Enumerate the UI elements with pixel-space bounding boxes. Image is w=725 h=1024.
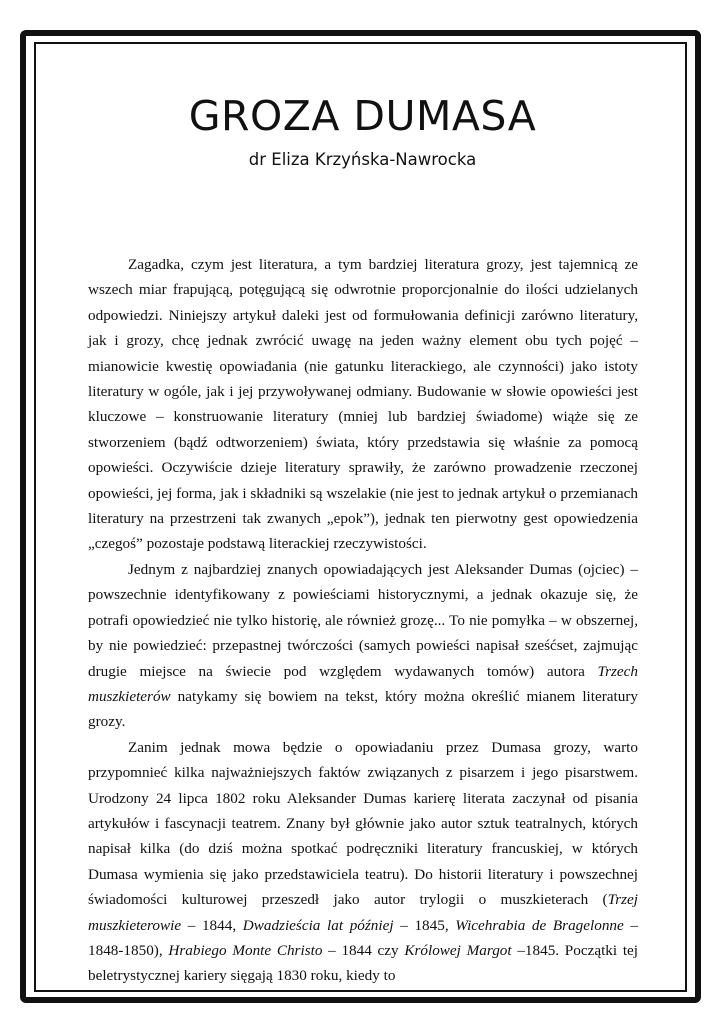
book-title-italic: Królowej Margot (404, 941, 512, 959)
paragraph-3-text: – 1844 czy (322, 941, 405, 959)
paragraph-1 (88, 252, 638, 557)
book-title-italic: Wicehrabia de Bragelonne (455, 916, 624, 934)
book-title-italic: Hrabiego Monte Christo (168, 941, 323, 959)
document-author: dr Eliza Krzyńska-Nawrocka (248, 150, 477, 169)
paragraph-2 (88, 557, 638, 735)
book-title-italic: Trzech muszkieterów (88, 662, 638, 705)
document-body (88, 252, 638, 989)
paragraph-3-text: – 1845, (393, 916, 456, 934)
document-title: GROZA DUMASA (188, 92, 537, 140)
book-title-italic: Trzej muszkieterowie (88, 891, 638, 934)
paragraph-1-text: Zagadka, czym jest literatura, a tym bardziej literatura grozy, jest tajemnicą ze wszech miar frapującą, potęgującą się odwrotnie proporcjonalnie do ilości udzielanych odpowiedzi. Niniejszy artykuł daleki jest od formułowania definicji zarówno literatury, jak i grozy, chcę jednak zwrócić uwagę na jeden ważny element obu tych pojęć – mianowicie kwestię opowiadania (nie gatunku literackiego, ale czynności) jako istoty literatury w ogóle, jak i jej przywoływanej odmiany. Budowanie w słowie opowieści jest kluczowe – konstruowanie literatury (mniej lub bardziej świadome) wiąże się ze stworzeniem (bądź odtworzeniem) świata, który przedstawia się właśnie za pomocą opowieści. Oczywiście dzieje literatury sprawiły, że zarówno prowadzenie rzeczonej opowieści, jej forma, jak i składniki są wszelakie (nie jest to jednak artykuł o przemianach literatury na przestrzeni tak zwanych „epok”), jednak ten pierwotny gest opowiedzenia „czegoś” pozostaje podstawą literackiej rzeczywistości. (88, 256, 638, 553)
paragraph-3 (88, 735, 638, 989)
paragraph-3-text: –1845. Początki tej beletrystycznej kariery sięgają 1830 roku, kiedy to (88, 941, 639, 985)
paragraph-2-text: Jednym z najbardziej znanych opowiadających jest Aleksander Dumas (ojciec) – powszechnie identyfikowany z powieściami historycznymi, a jednak okazuje się, że potrafi opowiedzieć nie tylko historię, ale również grozę... To nie pomyłka – w obszernej, by nie powiedzieć: przepastnej twórczości (samych powieści napisał sześćset, zajmując drugie miejsce na świecie pod względem wydawanych tomów) autora (88, 560, 638, 680)
paragraph-3-text: – 1848-1850), (88, 916, 638, 959)
paragraph-3-text: – 1844, (181, 916, 243, 934)
paragraph-2-text: natykamy się bowiem na tekst, który można określić mianem literatury grozy. (88, 687, 638, 731)
paragraph-3-text: Zanim jednak mowa będzie o opowiadaniu przez Dumasa grozy, warto przypomnieć kilka najważniejszych faktów związanych z pisarzem i jego pisarstwem. Urodzony 24 lipca 1802 roku Aleksander Dumas karierę literata zaczynał od pisania artykułów i fascynacji teatrem. Znany był głównie jako autor sztuk teatralnych, których napisał kilka (do dziś można spotkać podręczniki literatury francuskiej, w których Dumasa wymienia się jako przedstawiciela teatru). Do historii literatury i powszechnej świadomości kulturowej przeszedł jako autor trylogii o muszkieterach ( (88, 738, 638, 909)
book-title-italic: Dwadzieścia lat później (242, 916, 394, 934)
